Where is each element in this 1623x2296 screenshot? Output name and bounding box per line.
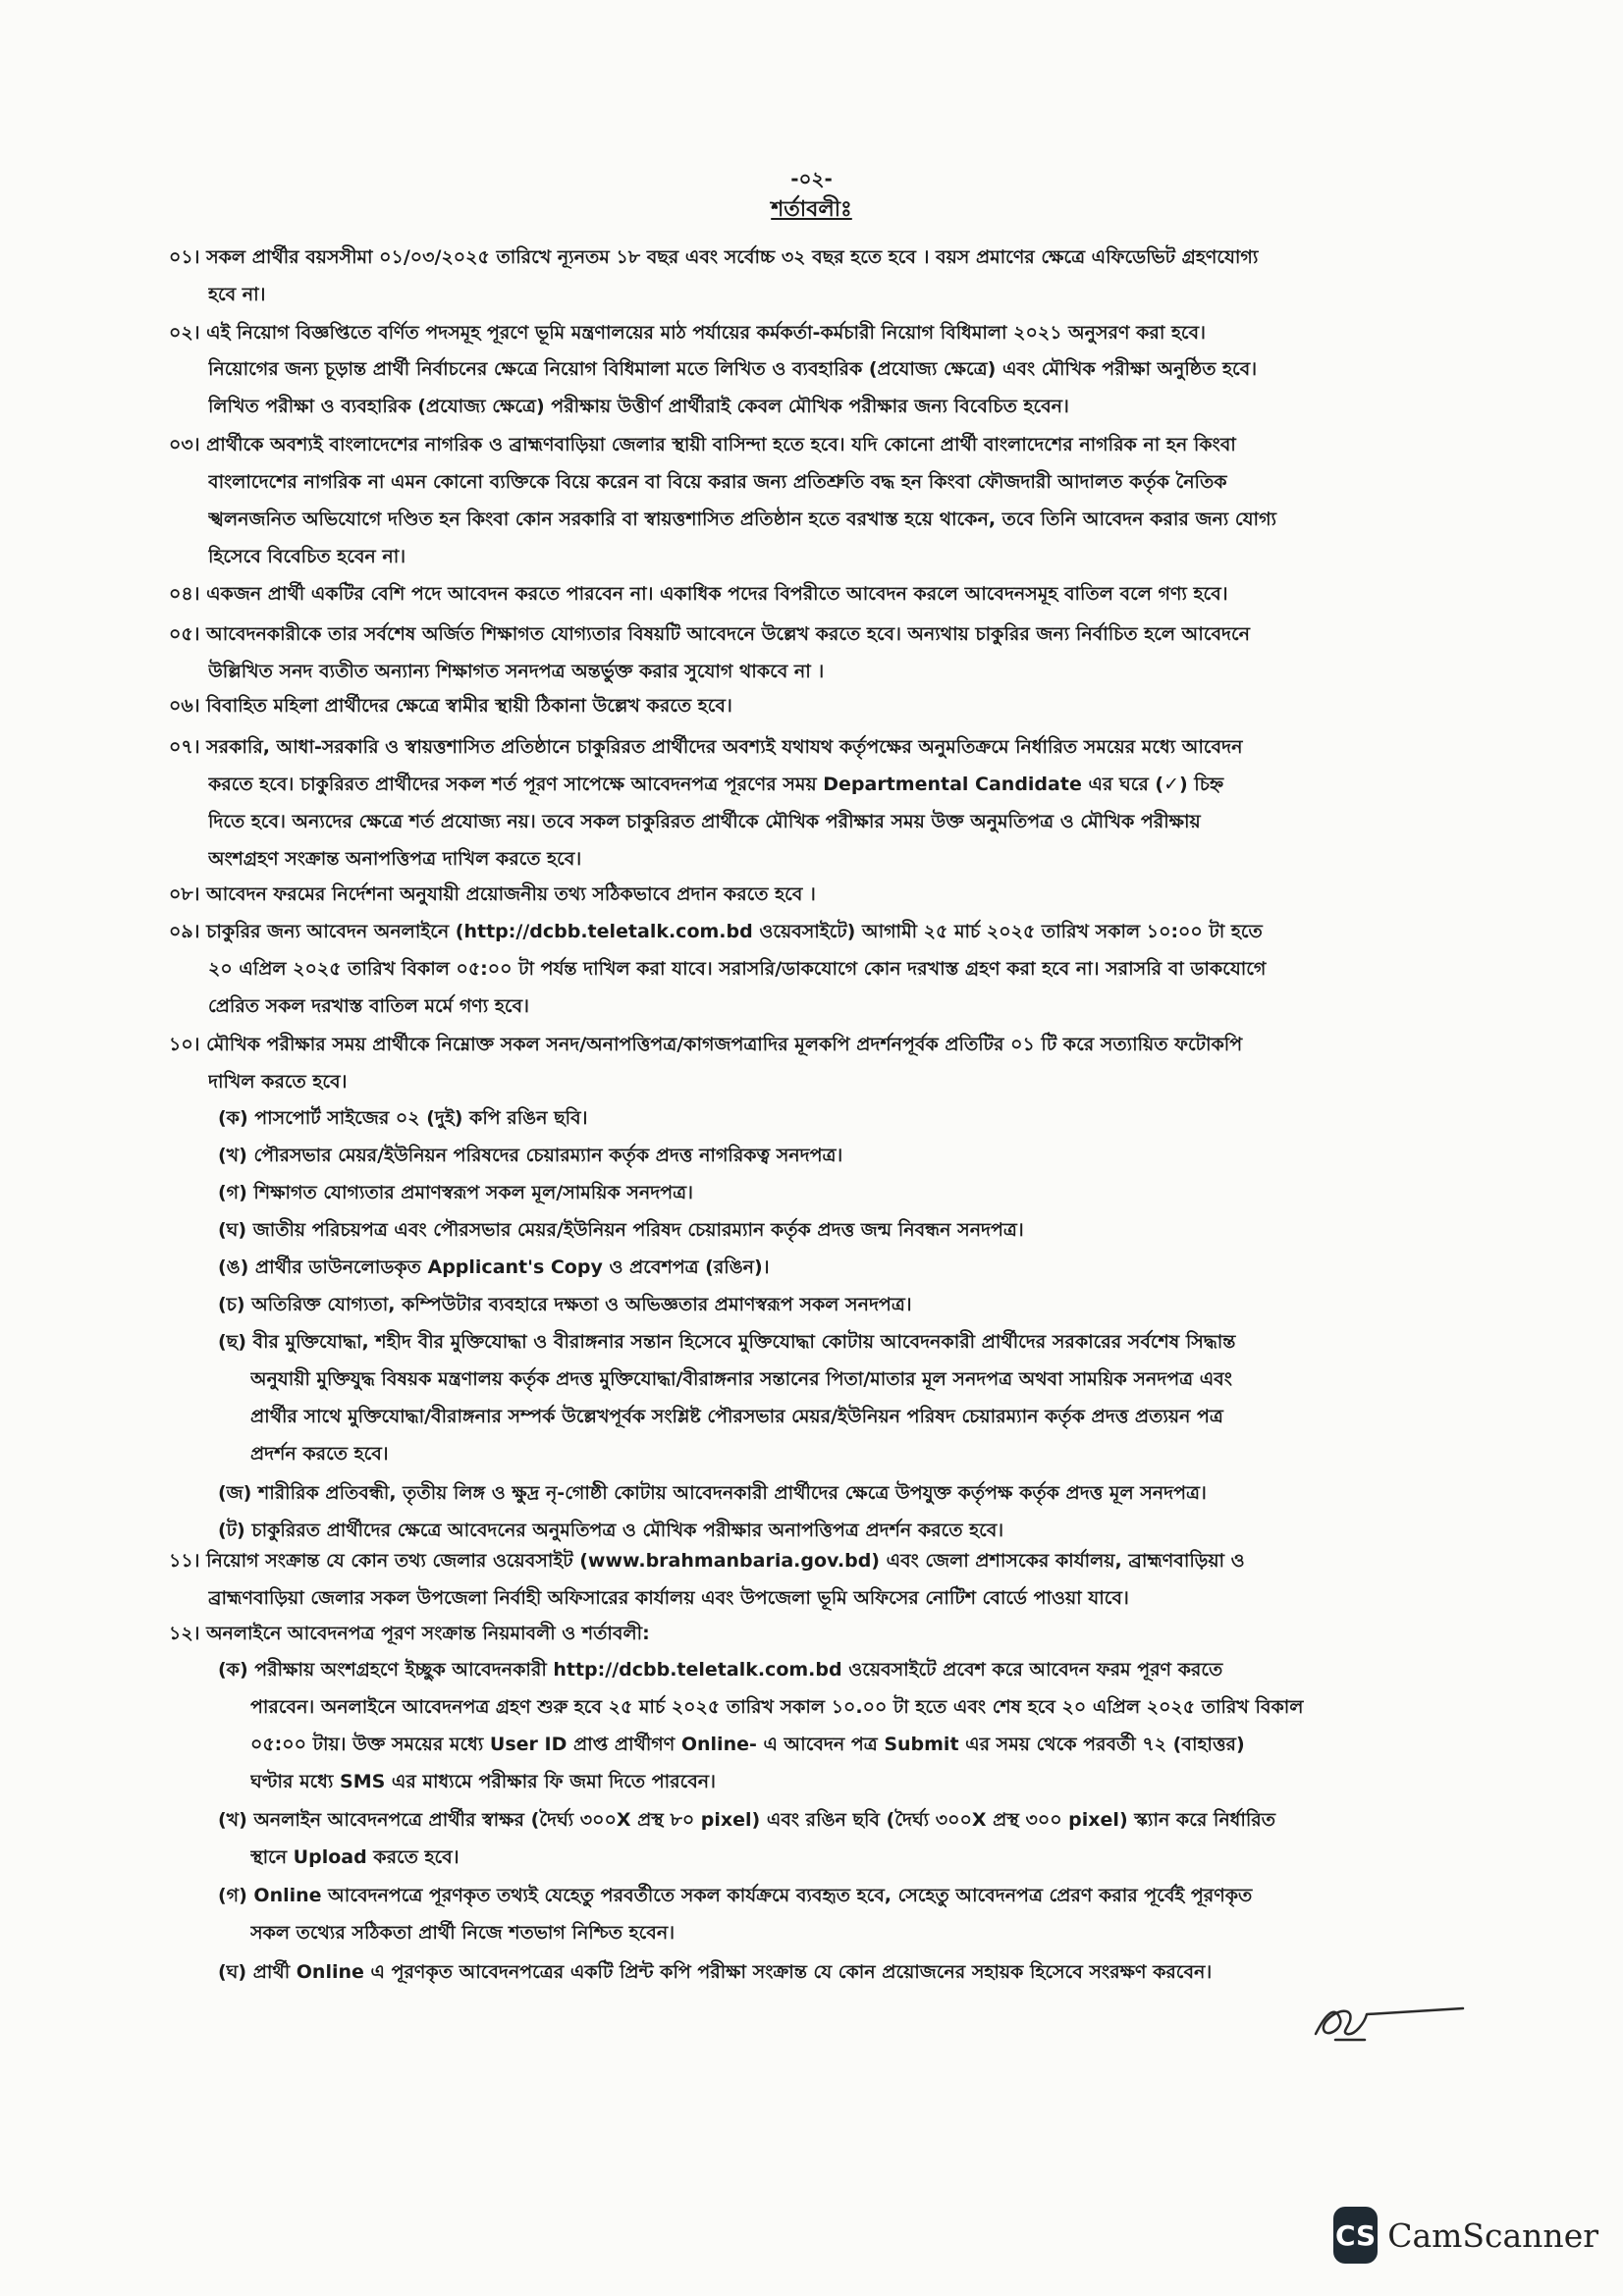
page-number: -০২- (790, 167, 833, 190)
clause-12-item-ka-line-2: পারবেন। অনলাইনে আবেদনপত্র গ্রহণ শুরু হবে ২৫ মার্চ ২০২৫ তারিখ সকাল ১০.০০ টা হতে এবং শেষ হবে ২০ এপ্রিল ২০২৫ তারিখ বিকাল (250, 1696, 1304, 1718)
clause-05-line-2: উল্লিখিত সনদ ব্যতীত অন্যান্য শিক্ষাগত সনদপত্র অন্তর্ভুক্ত করার সুযোগ থাকবে না । (208, 661, 825, 682)
clause-10-item-ka: (ক) পাসপোর্ট সাইজের ০২ (দুই) কপি রঙিন ছবি। (218, 1107, 588, 1129)
clause-02-line-1: ০২। এই নিয়োগ বিজ্ঞপ্তিতে বর্ণিত পদসমূহ পূরণে ভূমি মন্ত্রণালয়ের মাঠ পর্যায়ের কর্মকর্তা-কর্মচারী নিয়োগ বিধিমালা ২০২১ অনুসরণ করা হবে। (169, 322, 1206, 344)
clause-10-item-chha-line-1: (ছ) বীর মুক্তিযোদ্ধা, শহীদ বীর মুক্তিযোদ্ধা ও বীরাঙ্গনার সন্তান হিসেবে মুক্তিযোদ্ধা কোটায় আবেদনকারী প্রার্থীদের সরকারের সর্বশেষ সিদ্ধান্ত (218, 1331, 1236, 1353)
clause-02-line-3: লিখিত পরীক্ষা ও ব্যবহারিক (প্রযোজ্য ক্ষেত্রে) পরীক্ষায় উত্তীর্ণ প্রার্থীরাই কেবল মৌখিক পরীক্ষার জন্য বিবেচিত হবেন। (208, 396, 1069, 417)
clause-12-item-ga-line-1: (গ) Online আবেদনপত্রে পূরণকৃত তথ্যই যেহেতু পরবর্তীতে সকল কার্যক্রমে ব্যবহৃত হবে, সেহেতু আবেদনপত্র প্রেরণ করার পূর্বেই পূরণকৃত (218, 1885, 1253, 1906)
clause-10-item-gha: (ঘ) জাতীয় পরিচয়পত্র এবং পৌরসভার মেয়র/ইউনিয়ন পরিষদ চেয়ারম্যান কর্তৃক প্রদত্ত জন্ম নিবন্ধন সনদপত্র। (218, 1219, 1024, 1241)
clause-07-line-4: অংশগ্রহণ সংক্রান্ত অনাপত্তিপত্র দাখিল করতে হবে। (208, 848, 582, 870)
clause-12-item-kha-line-2: স্থানে Upload করতে হবে। (250, 1846, 460, 1868)
clause-11-line-2: ব্রাহ্মণবাড়িয়া জেলার সকল উপজেলা নির্বাহী অফিসারের কার্যালয় এবং উপজেলা ভূমি অফিসের নোটিশ বোর্ডে পাওয়া যাবে। (208, 1587, 1129, 1609)
clause-09-line-1: ০৯। চাকুরির জন্য আবেদন অনলাইনে (http://dcbb.teletalk.com.bd ওয়েবসাইটে) আগামী ২৫ মার্চ ২০২৫ তারিখ সকাল ১০:০০ টা হতে (169, 921, 1263, 942)
clause-10-line-2: দাখিল করতে হবে। (208, 1071, 348, 1093)
camscanner-watermark (1333, 2204, 1598, 2267)
clause-03-line-1: ০৩। প্রার্থীকে অবশ্যই বাংলাদেশের নাগরিক ও ব্রাহ্মণবাড়িয়া জেলার স্থায়ী বাসিন্দা হতে হবে। যদি কোনো প্রার্থী বাংলাদেশের নাগরিক না হন কিংবা (169, 434, 1236, 455)
clause-12-item-ka-line-1: (ক) পরীক্ষায় অংশগ্রহণে ইচ্ছুক আবেদনকারী http://dcbb.teletalk.com.bd ওয়েবসাইটে প্রবেশ করে আবেদন ফরম পূরণ করতে (218, 1659, 1223, 1681)
conditions-heading-text: শর্তাবলীঃ (771, 197, 852, 222)
clause-02-line-2: নিয়োগের জন্য চূড়ান্ত প্রার্থী নির্বাচনের ক্ষেত্রে নিয়োগ বিধিমালা মতে লিখিত ও ব্যবহারিক (প্রযোজ্য ক্ষেত্রে) এবং মৌখিক পরীক্ষা অনুষ্ঠিত হবে। (208, 358, 1258, 380)
clause-10-line-1: ১০। মৌখিক পরীক্ষার সময় প্রার্থীকে নিম্নোক্ত সকল সনদ/অনাপত্তিপত্র/কাগজপত্রাদির মূলকপি প্রদর্শনপূর্বক প্রতিটির ০১ টি করে সত্যায়িত ফটোকপি (169, 1034, 1243, 1055)
clause-10-item-cha: (চ) অতিরিক্ত যোগ্যতা, কম্পিউটার ব্যবহারে দক্ষতা ও অভিজ্ঞতার প্রমাণস্বরূপ সকল সনদপত্র। (218, 1294, 912, 1315)
clause-01-line-2: হবে না। (208, 284, 266, 305)
clause-12-item-kha-line-1: (খ) অনলাইন আবেদনপত্রে প্রার্থীর স্বাক্ষর (দৈর্ঘ্য ৩০০X প্রস্থ ৮০ pixel) এবং রঙিন ছবি (দৈর্ঘ্য ৩০০X প্রস্থ ৩০০ pixel) স্ক্যান করে নির্ধারিত (218, 1809, 1275, 1831)
clause-03-line-4: হিসেবে বিবেচিত হবেন না। (208, 546, 406, 567)
clause-03-line-3: স্খলনজনিত অভিযোগে দণ্ডিত হন কিংবা কোন সরকারি বা স্বায়ত্তশাসিত প্রতিষ্ঠান হতে বরখাস্ত হয়ে থাকেন, তবে তিনি আবেদন করার জন্য যোগ্য (208, 508, 1277, 530)
clause-01-line-1: ০১। সকল প্রার্থীর বয়সসীমা ০১/০৩/২০২৫ তারিখে ন্যূনতম ১৮ বছর এবং সর্বোচ্চ ৩২ বছর হতে হবে । বয়স প্রমাণের ক্ষেত্রে এফিডেভিট গ্রহণযোগ্য (169, 246, 1259, 268)
clause-08-line-1: ০৮। আবেদন ফরমের নির্দেশনা অনুযায়ী প্রয়োজনীয় তথ্য সঠিকভাবে প্রদান করতে হবে । (169, 883, 816, 905)
clause-07-line-3: দিতে হবে। অন্যদের ক্ষেত্রে শর্ত প্রযোজ্য নয়। তবে সকল চাকুরিরত প্রার্থীকে মৌখিক পরীক্ষার সময় উক্ত অনুমতিপত্র ও মৌখিক পরীক্ষায় (208, 811, 1201, 832)
clause-10-item-kha: (খ) পৌরসভার মেয়র/ইউনিয়ন পরিষদের চেয়ারম্যান কর্তৃক প্রদত্ত নাগরিকত্ব সনদপত্র। (218, 1145, 843, 1166)
clause-12-item-gha-line-1: (ঘ) প্রার্থী Online এ পূরণকৃত আবেদনপত্রের একটি প্রিন্ট কপি পরীক্ষা সংক্রান্ত যে কোন প্রয়োজনের সহায়ক হিসেবে সংরক্ষণ করবেন। (218, 1961, 1213, 1983)
signature-mark (1296, 1985, 1473, 2054)
clause-12-item-ka-line-3: ০৫:০০ টায়। উক্ত সময়ের মধ্যে User ID প্রাপ্ত প্রার্থীগণ Online- এ আবেদন পত্র Submit এর সময় থেকে পরবর্তী ৭২ (বাহাত্তর) (250, 1734, 1245, 1755)
camscanner-brand-text: CamScanner (1387, 2216, 1598, 2255)
clause-09-line-2: ২০ এপ্রিল ২০২৫ তারিখ বিকাল ০৫:০০ টা পর্যন্ত দাখিল করা যাবে। সরাসরি/ডাকযোগে কোন দরখাস্ত গ্রহণ করা হবে না। সরাসরি বা ডাকযোগে (208, 958, 1267, 980)
clause-06-line-1: ০৬। বিবাহিত মহিলা প্রার্থীদের ক্ষেত্রে স্বামীর স্থায়ী ঠিকানা উল্লেখ করতে হবে। (169, 695, 732, 717)
clause-03-line-2: বাংলাদেশের নাগরিক না এমন কোনো ব্যক্তিকে বিয়ে করেন বা বিয়ে করার জন্য প্রতিশ্রুতি বদ্ধ হন কিংবা ফৌজদারী আদালত কর্তৃক নৈতিক (208, 471, 1227, 493)
clause-07-line-1: ০৭। সরকারি, আধা-সরকারি ও স্বায়ত্তশাসিত প্রতিষ্ঠানে চাকুরিরত প্রার্থীদের অবশ্যই যথাযথ কর্তৃপক্ষের অনুমতিক্রমে নির্ধারিত সময়ের মধ্যে আবেদন (169, 736, 1243, 758)
clause-09-line-3: প্রেরিত সকল দরখাস্ত বাতিল মর্মে গণ্য হবে। (208, 995, 529, 1017)
clause-07-line-2: করতে হবে। চাকুরিরত প্রার্থীদের সকল শর্ত পূরণ সাপেক্ষে আবেদনপত্র পূরণের সময় Departmental Candidate এর ঘরে (✓) চিহ্ন (208, 774, 1224, 795)
clause-12-line-1: ১২। অনলাইনে আবেদনপত্র পূরণ সংক্রান্ত নিয়মাবলী ও শর্তাবলী: (169, 1623, 650, 1644)
clause-10-item-uma: (ঙ) প্রার্থীর ডাউনলোডকৃত Applicant's Copy ও প্রবেশপত্র (রঙিন)। (218, 1256, 770, 1278)
clause-10-item-ta: (ট) চাকুরিরত প্রার্থীদের ক্ষেত্রে আবেদনের অনুমতিপত্র ও মৌখিক পরীক্ষার অনাপত্তিপত্র প্রদর্শন করতে হবে। (218, 1520, 1004, 1541)
clause-12-item-ga-line-2: সকল তথ্যের সঠিকতা প্রার্থী নিজে শতভাগ নিশ্চিত হবেন। (250, 1922, 675, 1944)
clause-10-item-chha-line-2: অনুযায়ী মুক্তিযুদ্ধ বিষয়ক মন্ত্রণালয় কর্তৃক প্রদত্ত মুক্তিযোদ্ধা/বীরাঙ্গনার সন্তানের পিতা/মাতার মূল সনদপত্র অথবা সাময়িক সনদপত্র এবং (250, 1368, 1232, 1390)
clause-10-item-ga: (গ) শিক্ষাগত যোগ্যতার প্রমাণস্বরূপ সকল মূল/সাময়িক সনদপত্র। (218, 1182, 693, 1203)
clause-04-line-1: ০৪। একজন প্রার্থী একটির বেশি পদে আবেদন করতে পারবেন না। একাধিক পদের বিপরীতে আবেদন করলে আবেদনসমূহ বাতিল বলে গণ্য হবে। (169, 583, 1228, 605)
clause-10-item-chha-line-4: প্রদর্শন করতে হবে। (250, 1443, 389, 1465)
clause-10-item-chha-line-3: প্রার্থীর সাথে মুক্তিযোদ্ধা/বীরাঙ্গনার সম্পর্ক উল্লেখপূর্বক সংশ্লিষ্ট পৌরসভার মেয়র/ইউনিয়ন পরিষদ চেয়ারম্যান কর্তৃক প্রদত্ত প্রত্যয়ন পত্র (250, 1406, 1223, 1427)
clause-10-item-ja: (জ) শারীরিক প্রতিবন্ধী, তৃতীয় লিঙ্গ ও ক্ষুদ্র নৃ-গোষ্ঠী কোটায় আবেদনকারী প্রার্থীদের ক্ষেত্রে উপযুক্ত কর্তৃপক্ষ কর্তৃক প্রদত্ত মূল সনদপত্র। (218, 1482, 1207, 1504)
clause-12-item-ka-line-4: ঘণ্টার মধ্যে SMS এর মাধ্যমে পরীক্ষার ফি জমা দিতে পারবেন। (250, 1771, 716, 1792)
clause-05-line-1: ০৫। আবেদনকারীকে তার সর্বশেষ অর্জিত শিক্ষাগত যোগ্যতার বিষয়টি আবেদনে উল্লেখ করতে হবে। অন্যথায় চাকুরির জন্য নির্বাচিত হলে আবেদনে (169, 623, 1251, 645)
clause-11-line-1: ১১। নিয়োগ সংক্রান্ত যে কোন তথ্য জেলার ওয়েবসাইট (www.brahmanbaria.gov.bd) এবং জেলা প্রশাসকের কার্যালয়, ব্রাহ্মণবাড়িয়া ও (169, 1550, 1245, 1572)
camscanner-logo-icon: CS (1333, 2207, 1378, 2264)
